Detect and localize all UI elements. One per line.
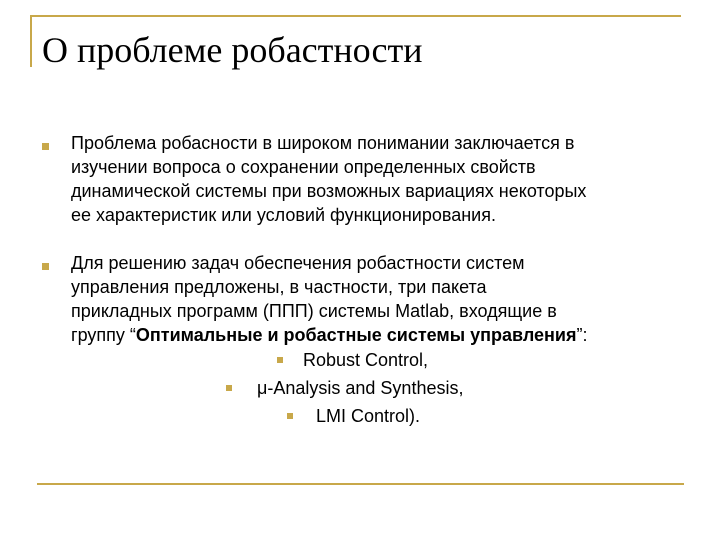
sub-bullet-square-icon <box>226 385 232 391</box>
bullet-2-line-3: прикладных программ (ППП) системы Matlab, входящие в <box>71 301 557 321</box>
bullet-2-bold-group-name: Оптимальные и робастные системы управления <box>135 325 577 345</box>
frame-bottom-line <box>37 483 684 485</box>
bullet-2-line-2: управления предложены, в частности, три пакета <box>71 277 487 297</box>
frame-top-line <box>30 15 681 17</box>
subitem-mu-analysis: μ-Analysis and Synthesis, <box>257 378 464 398</box>
bullet-1-line-4: ее характеристик или условий функционирования. <box>71 205 496 225</box>
bullet-1-line-3: динамической системы при возможных вариациях некоторых <box>71 181 587 201</box>
bullet-1-line-2: изучении вопроса о сохранении определенных свойств <box>71 157 536 177</box>
bullet-2-line-1: Для решению задач обеспечения робастности систем <box>71 253 525 273</box>
slide-title: О проблеме робастности <box>42 30 423 70</box>
sub-bullet-square-icon <box>287 413 293 419</box>
subitem-robust-control: Robust Control, <box>303 350 429 370</box>
bullet-square-icon <box>42 263 49 270</box>
bullet-2-line-4-prefix: группу “ <box>71 325 136 345</box>
bullet-2-line-4-suffix: ”: <box>576 325 588 345</box>
bullet-2-line-4 <box>71 323 587 347</box>
sub-bullet-square-icon <box>277 357 283 363</box>
frame-left-line <box>30 15 32 67</box>
bullet-1-line-1: Проблема робасности в широком понимании заключается в <box>71 133 575 153</box>
bullet-square-icon <box>42 143 49 150</box>
subitem-lmi-control: LMI Control). <box>316 406 421 426</box>
